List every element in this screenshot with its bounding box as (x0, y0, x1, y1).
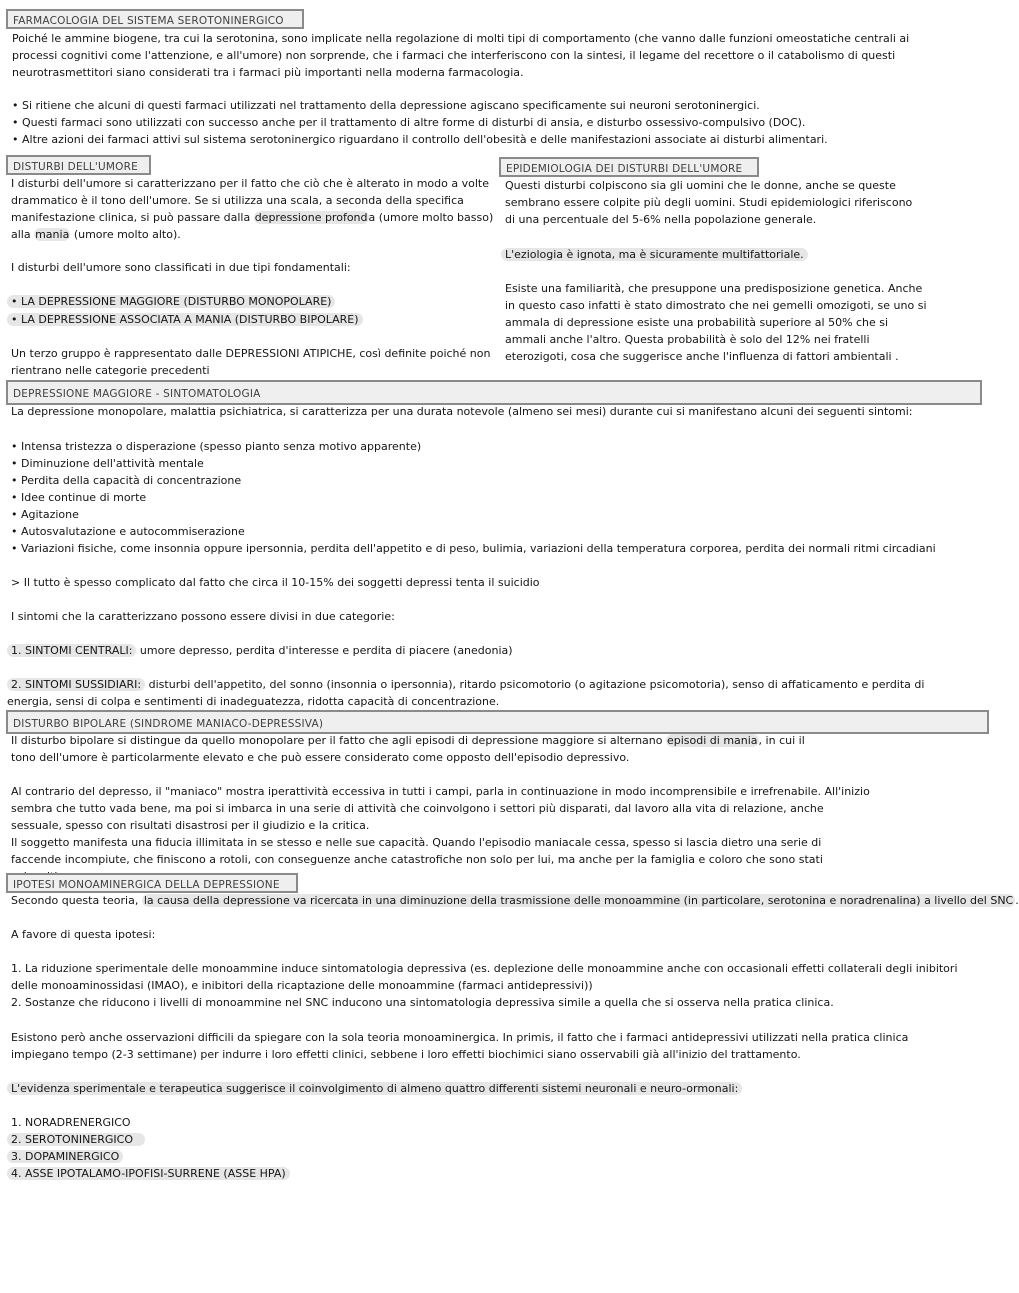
mania-episodes-highlight: episodi di mania (666, 734, 758, 747)
bipolar-intro (11, 732, 826, 766)
central-symptoms-label: 1. SINTOMI CENTRALI: (7, 644, 136, 657)
mania-highlight: mania (35, 228, 70, 241)
symptom-6: • Autosvalutazione e autocommiserazione (11, 525, 245, 538)
section-header-mood-disorders: DISTURBI DELL'UMORE (6, 155, 151, 175)
bipolar-intro-text-2: , in cui il tono dell'umore è particolarmente elevato e che può essere considerato come opposto dell'episodio depressivo. (11, 734, 805, 764)
monoamine-theory-text-1: Secondo questa teoria, (11, 894, 142, 907)
symptom-5: • Agitazione (11, 508, 79, 521)
mood-type-1 (7, 293, 335, 310)
system-2 (7, 1131, 145, 1148)
maniac-description: Al contrario del depresso, il "maniaco" mostra iperattività eccessiva in tutti i campi, parla in continuazione in modo incomprensibile e irrefrenabile. All'inizio sembra che tutto vada bene, ma poi si imbarca in una serie di attività che coinvolgono i settori più disparati, dal lavoro alla vita di relazione, anche sessuale, spesso con risultati disastrosi per il giudizio e la critica. (11, 785, 870, 832)
maniac-consequences: Il soggetto manifesta una fiducia illimitata in se stesso e nelle sue capacità. Quando l'episodio maniacale cessa, spesso si lascia dietro una serie di faccende incompiute, che finiscono a rotoli, con conseguenze anche catastrofiche non solo per lui, ma anche per la famiglia e coloro che sono stati (11, 836, 823, 866)
suicide-note: > Il tutto è spesso complicato dal fatto che circa il 10-15% dei soggetti depressi tenta il suicidio (11, 576, 540, 589)
symptom-1: • Intensa tristezza o disperazione (spesso pianto senza motivo apparente) (11, 440, 422, 453)
symptom-categories: I sintomi che la caratterizzano possono essere divisi in due categorie: (11, 610, 395, 623)
central-symptoms (7, 642, 513, 659)
system-2-highlight: 2. SEROTONINERGICO (7, 1133, 145, 1146)
system-4 (7, 1165, 290, 1182)
system-3-highlight: 3. DOPAMINERGICO (7, 1150, 123, 1163)
neuronal-systems-intro (7, 1080, 742, 1097)
mood-intro-text-2: a (umore molto basso) alla (11, 211, 494, 241)
epidemiology-text-2: Esiste una familiarità, che presuppone una predisposizione genetica. Anche in questo caso infatti è stato dimostrato che nei gemelli omozigoti, se uno si ammala di depressione esiste una probabilità superiore al 50% che si ammali anche l'altro. Questa probabilità è solo del 12% nei fratelli eterozigoti, cosa che suggerisce anche l'influenza di fattori ambientali . (505, 282, 927, 363)
mood-intro-text-1: I disturbi dell'umore si caratterizzano per il fatto che ciò che è alterato in modo a volte drammatico è il tono dell'umore. Se si utilizza una scala, a seconda della specifica manifestazione clinica, si può passare dalla (11, 177, 489, 224)
central-symptoms-text: umore depresso, perdita d'interesse e perdita di piacere (anedonia) (136, 644, 513, 657)
hypothesis-support: A favore di questa ipotesi: (11, 928, 156, 941)
symptom-7: • Variazioni fisiche, come insonnia oppure ipersonnia, perdita dell'appetito e di peso, bulimia, variazioni della temperatura corporea, perdita dei normali ritmi circadiani (11, 542, 936, 555)
major-depression-item: • LA DEPRESSIONE MAGGIORE (DISTURBO MONOPOLARE) (7, 295, 335, 308)
mood-intro-text-3: (umore molto alto). (70, 228, 181, 241)
system-3 (7, 1148, 123, 1165)
section-header-major-depression: DEPRESSIONE MAGGIORE - SINTOMATOLOGIA (6, 380, 982, 405)
system-1: 1. NORADRENERGICO (11, 1116, 131, 1129)
subsidiary-symptoms (7, 676, 957, 710)
monoamine-theory (11, 892, 1019, 909)
monoamine-cause-highlight: la causa della depressione va ricercata in una diminuzione della trasmissione delle monoammine (in particolare, serotonina e noradrenalina) a livello del SNC (143, 894, 1014, 907)
atypical-depressions: Un terzo gruppo è rappresentato dalle DEPRESSIONI ATIPICHE, così definite poiché non rientrano nelle categorie precedenti (11, 347, 491, 377)
monoamine-theory-text-2: . (1015, 894, 1019, 907)
evidence-2: 2. Sostanze che riducono i livelli di monoammine nel SNC inducono una sintomatologia depressiva simile a quella che si osserva nella pratica clinica. (11, 996, 834, 1009)
section-header-serotonergic: FARMACOLOGIA DEL SISTEMA SEROTONINERGICO (6, 9, 304, 29)
serotonergic-intro: Poiché le ammine biogene, tra cui la serotonina, sono implicate nella regolazione di molti tipi di comportamento (che vanno dalle funzioni omeostatiche centrali ai processi cognitivi come l'attenzione, e all'umore) non sorprende, che i farmaci che interferiscono con la sintesi, il legame del recettore o il catabolismo di questi neurotrasmettitori siano considerati tra i farmaci più importanti nella moderna farmacologia. (12, 32, 910, 79)
system-4-highlight: 4. ASSE IPOTALAMO-IPOFISI-SURRENE (ASSE HPA) (7, 1167, 290, 1180)
epidemiology-text-1: Questi disturbi colpiscono sia gli uomini che le donne, anche se queste sembrano essere colpite più degli uomini. Studi epidemiologici riferiscono di una percentuale del 5-6% nella popolazione generale. (505, 179, 913, 226)
symptom-4: • Idee continue di morte (11, 491, 147, 504)
neuronal-systems-highlight: L'evidenza sperimentale e terapeutica suggerisce il coinvolgimento di almeno quattro differenti sistemi neuronali e neuro-ormonali: (7, 1082, 742, 1095)
monoamine-limitations: Esistono però anche osservazioni difficili da spiegare con la sola teoria monoaminergica. In primis, il fatto che i farmaci antidepressivi utilizzati nella pratica clinica impiegano tempo (2-3 settimane) per indurre i loro effetti clinici, sebbene i loro effetti biochimici siano osservabili già all'inizio del trattamento. (11, 1031, 909, 1061)
symptom-3: • Perdita della capacità di concentrazione (11, 474, 242, 487)
subsidiary-symptoms-text: disturbi dell'appetito, del sonno (insonnia o ipersonnia), ritardo psicomotorio (o agitazione psicomotoria), senso di affaticamento e perdita di energia, sensi di colpa e sentimenti di inadeguatezza, ridotta capacità di concentrazione. (7, 678, 925, 708)
deep-depression-highlight: depressione profond (254, 211, 368, 224)
section-header-bipolar: DISTURBO BIPOLARE (SINDROME MANIACO-DEPRESSIVA) (6, 710, 989, 734)
major-depression-intro: La depressione monopolare, malattia psichiatrica, si caratterizza per una durata notevole (almeno sei mesi) durante cui si manifestano alcuni dei seguenti sintomi: (11, 405, 913, 418)
serotonergic-bullet-2: • Questi farmaci sono utilizzati con successo anche per il trattamento di altre forme di disturbi di ansia, e disturbo ossessivo-compulsivo (DOC). (12, 116, 806, 129)
serotonergic-bullet-3: • Altre azioni dei farmaci attivi sul sistema serotoninergico riguardano il controllo dell'obesità e delle manifestazioni associate ai disturbi alimentari. (12, 133, 828, 146)
mood-disorders-classification: I disturbi dell'umore sono classificati in due tipi fondamentali: (11, 261, 351, 274)
bipolar-intro-text-1: Il disturbo bipolare si distingue da quello monopolare per il fatto che agli episodi di depressione maggiore si alternano (11, 734, 666, 747)
subsidiary-symptoms-label: 2. SINTOMI SUSSIDIARI: (7, 678, 145, 691)
serotonergic-bullet-1: • Si ritiene che alcuni di questi farmaci utilizzati nel trattamento della depressione agiscano specificamente sui neuroni serotoninergici. (12, 99, 760, 112)
bipolar-depression-item: • LA DEPRESSIONE ASSOCIATA A MANIA (DISTURBO BIPOLARE) (7, 313, 363, 326)
mood-type-2 (7, 311, 363, 328)
etiology-line (501, 246, 808, 263)
section-header-epidemiology: EPIDEMIOLOGIA DEI DISTURBI DELL'UMORE (499, 157, 759, 177)
mood-disorders-intro (11, 175, 499, 243)
symptom-2: • Diminuzione dell'attività mentale (11, 457, 204, 470)
section-header-monoamine-hypothesis: IPOTESI MONOAMINERGICA DELLA DEPRESSIONE (6, 873, 298, 893)
etiology-highlight: L'eziologia è ignota, ma è sicuramente multifattoriale. (501, 248, 808, 261)
evidence-1: 1. La riduzione sperimentale delle monoammine induce sintomatologia depressiva (es. deplezione delle monoammine anche con occasionali effetti collaterali degli inibitori delle monoaminossidasi (IMAO), e inibitori della ricaptazione delle monoammine (farmaci antidepressivi)) (11, 962, 958, 992)
